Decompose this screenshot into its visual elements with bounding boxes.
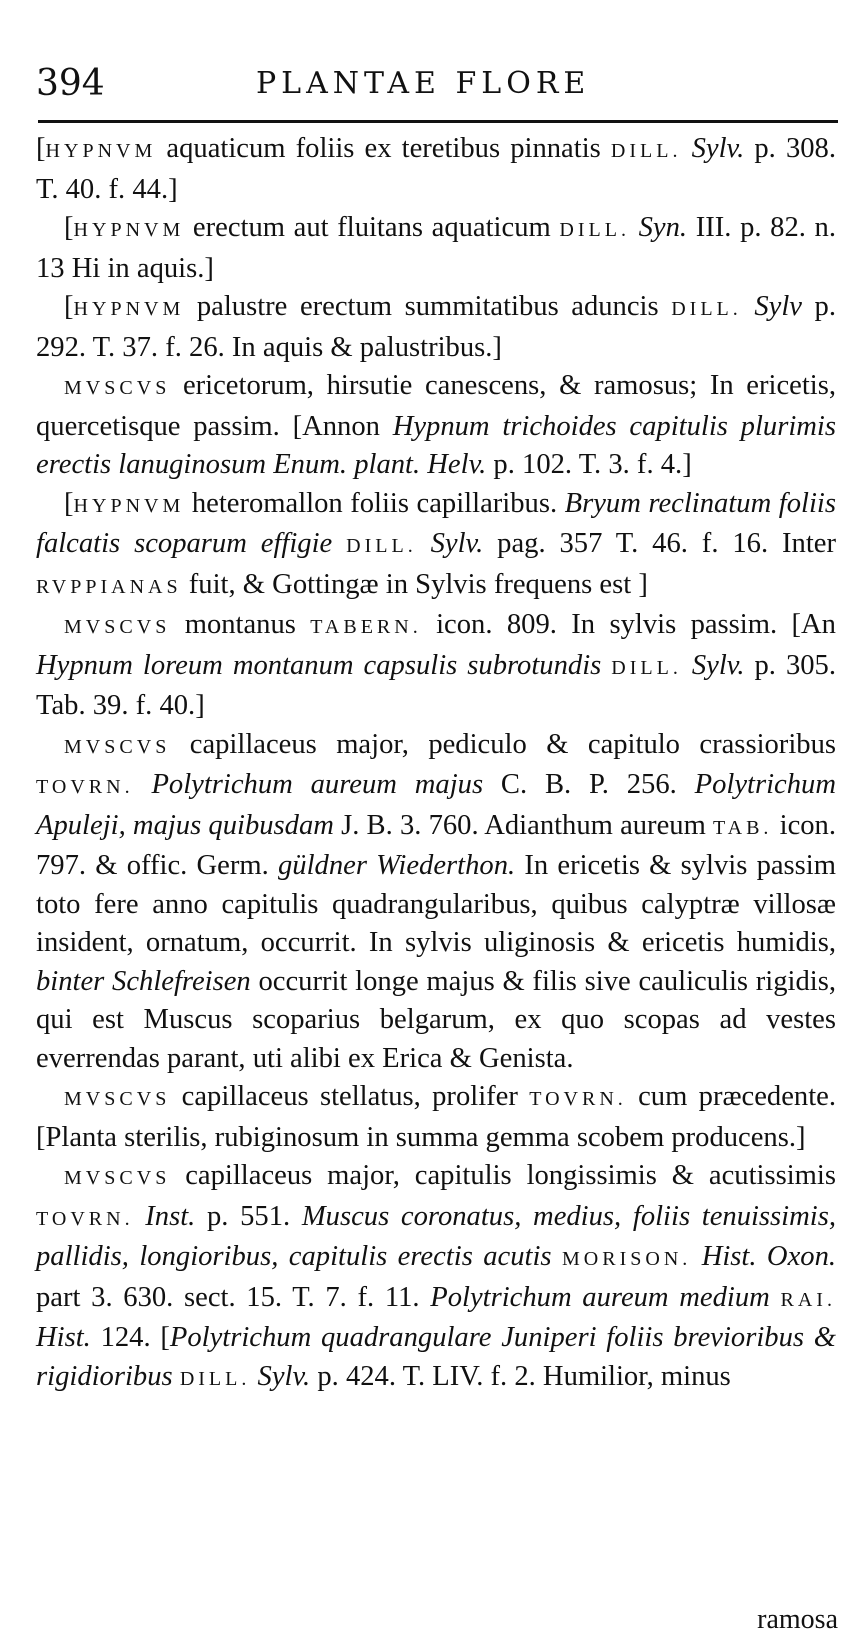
text-run bbox=[552, 1241, 562, 1272]
italic-run: Inst. bbox=[145, 1200, 196, 1232]
italic-run: Hypnum loreum montanum capsulis subrotundis bbox=[36, 649, 602, 681]
text-run: occurrit longe majus & filis sive cauliculis rigidis, qui est Muscus scoparius belgarum, ex quo scopas ad vestes everrendas parant, uti alibi ex Erica & Genista. bbox=[36, 965, 836, 1074]
text-run: p. 292. T. 37. f. 26. In aquis & palustribus.] bbox=[36, 291, 837, 363]
italic-run: Sylv. bbox=[691, 133, 745, 164]
italic-run: Hist. bbox=[36, 1322, 91, 1353]
small-caps-run: DILL. bbox=[346, 535, 417, 557]
small-caps-run: HYPNVM bbox=[73, 219, 185, 241]
italic-run: Polytrichum aureum medium bbox=[430, 1281, 770, 1313]
text-run bbox=[770, 1282, 781, 1313]
paragraph bbox=[36, 209, 836, 288]
header-rule bbox=[38, 120, 838, 123]
italic-run: Muscus coronatus, medius, foliis tenuissimis, pallidis, longioribus, capitulis erectis acutis bbox=[36, 1200, 836, 1272]
text-run: p. 424. T. LIV. f. 2. Humilior, minus bbox=[310, 1360, 731, 1392]
italic-run: Hist. Oxon. bbox=[701, 1241, 837, 1272]
small-caps-run: TOVRN. bbox=[36, 1207, 134, 1230]
italic-run: Sylv. bbox=[257, 1360, 311, 1392]
small-caps-run: MVSCVS bbox=[64, 1088, 171, 1110]
text-run: icon. 797. & offic. Germ. bbox=[36, 809, 836, 881]
catchword: ramosa bbox=[757, 1604, 838, 1635]
paragraph bbox=[36, 1157, 836, 1398]
paragraph bbox=[36, 367, 836, 485]
small-caps-run: TAB. bbox=[713, 816, 773, 839]
small-caps-run: RAI. bbox=[780, 1288, 836, 1311]
small-caps-run: DILL. bbox=[611, 656, 682, 679]
small-caps-run: HYPNVM bbox=[45, 140, 157, 162]
small-caps-run: TOVRN. bbox=[36, 776, 134, 798]
paragraph bbox=[36, 606, 836, 726]
text-run: 124. [ bbox=[90, 1322, 170, 1353]
text-run: fuit, & Gottingæ in Sylvis frequens est ] bbox=[181, 568, 648, 600]
small-caps-run: HYPNVM bbox=[73, 298, 185, 320]
text-run: part 3. 630. sect. 15. T. 7. f. 11. bbox=[36, 1281, 431, 1313]
small-caps-run: HYPNVM bbox=[73, 494, 185, 517]
text-run bbox=[742, 291, 755, 322]
italic-run: Bryum reclinatum foliis falcatis scoparum effigie bbox=[36, 487, 836, 559]
text-run: capillaceus stellatus, prolifer bbox=[170, 1081, 530, 1112]
text-run: [ bbox=[36, 133, 46, 164]
paragraph bbox=[36, 130, 836, 209]
small-caps-run: MVSCVS bbox=[64, 1167, 171, 1189]
text-run: J. B. 3. 760. Adianthum aureum bbox=[333, 809, 713, 841]
text-run: III. p. 82. n. 13 Hi in aquis.] bbox=[36, 212, 836, 284]
text-run: capillaceus major, pediculo & capitulo crassioribus bbox=[170, 728, 836, 760]
text-body bbox=[36, 130, 836, 1398]
text-run: p. 102. T. 3. f. 4.] bbox=[486, 449, 692, 480]
italic-run: Sylv. bbox=[430, 528, 484, 559]
italic-run: güldner Wiederthon. bbox=[278, 850, 516, 881]
text-run: C. B. P. 256. bbox=[483, 769, 695, 800]
text-run: p. 551. bbox=[195, 1200, 302, 1232]
small-caps-run: MVSCVS bbox=[64, 735, 171, 758]
small-caps-run: TOVRN. bbox=[529, 1088, 627, 1110]
text-run: ericetorum, hirsutie canescens, & ramosus; In ericetis, quercetisque passim. [Annon bbox=[36, 370, 836, 442]
small-caps-run: MVSCVS bbox=[64, 377, 171, 399]
text-run: icon. 809. In sylvis passim. [An bbox=[421, 609, 836, 640]
text-run: cum præcedente. [Planta sterilis, rubiginosum in summa gemma scobem producens.] bbox=[36, 1081, 836, 1153]
text-run: pag. 357 T. 46. f. 16. Inter bbox=[483, 528, 836, 559]
text-run: montanus bbox=[170, 609, 311, 640]
text-run: In ericetis & sylvis passim toto fere anno capitulis quadrangularibus, quibus calyptræ villosæ insident, ornatum, occurrit. In sylvis uliginosis & ericetis humidis, bbox=[36, 850, 836, 958]
text-run bbox=[134, 1201, 146, 1232]
paragraph bbox=[36, 485, 836, 607]
text-run bbox=[601, 650, 611, 681]
small-caps-run: TABERN. bbox=[310, 616, 422, 638]
page-header bbox=[36, 58, 836, 110]
small-caps-run: DILL. bbox=[559, 219, 630, 241]
text-run: [ bbox=[64, 212, 74, 243]
text-run: palustre erectum summitatibus aduncis bbox=[184, 291, 672, 322]
text-run bbox=[682, 650, 692, 681]
text-run bbox=[134, 769, 152, 800]
paragraph bbox=[36, 288, 836, 367]
text-run bbox=[630, 212, 639, 243]
text-run: [ bbox=[64, 487, 74, 519]
text-run: heteromallon foliis capillaribus. bbox=[184, 487, 565, 519]
text-run: p. 305. Tab. 39. f. 40.] bbox=[36, 649, 836, 721]
text-run: erectum aut fluitans aquaticum bbox=[184, 212, 560, 243]
italic-run: Sylv bbox=[754, 291, 802, 322]
italic-run: Sylv. bbox=[691, 649, 745, 681]
small-caps-run: MORISON. bbox=[561, 1248, 692, 1270]
italic-run: Polytrichum quadrangulare Juniperi foliis brevioribus & rigidioribus bbox=[36, 1322, 836, 1392]
running-title: PLANTAE FLORE bbox=[256, 66, 591, 101]
paragraph bbox=[36, 726, 836, 1079]
italic-run: binter Schlefreisen bbox=[36, 965, 251, 997]
text-run: p. 308. T. 40. f. 44.] bbox=[36, 133, 836, 205]
page-number: 394 bbox=[36, 63, 105, 104]
text-run bbox=[250, 1361, 257, 1392]
italic-run: Syn. bbox=[638, 212, 688, 243]
text-run bbox=[173, 1361, 180, 1392]
text-run: [ bbox=[64, 291, 74, 322]
italic-run: Polytrichum aureum majus bbox=[151, 769, 484, 800]
text-run bbox=[332, 528, 346, 559]
text-run bbox=[691, 1241, 701, 1272]
paragraph bbox=[36, 1078, 836, 1157]
text-run bbox=[417, 528, 431, 559]
text-run: capillaceus major, capitulis longissimis & acutissimis bbox=[170, 1160, 836, 1191]
small-caps-run: DILL. bbox=[671, 298, 742, 320]
small-caps-run: MVSCVS bbox=[64, 616, 171, 638]
italic-run: Polytrichum Apuleji, majus quibusdam bbox=[36, 769, 836, 841]
small-caps-run: DILL. bbox=[610, 140, 682, 162]
small-caps-run: RVPPIANAS bbox=[36, 575, 182, 598]
small-caps-run: DILL. bbox=[179, 1367, 251, 1390]
text-run bbox=[681, 133, 691, 164]
text-run: aquaticum foliis ex teretibus pinnatis bbox=[156, 133, 611, 164]
italic-run: Hypnum trichoides capitulis plurimis erectis lanuginosum Enum. plant. Helv. bbox=[36, 410, 836, 480]
